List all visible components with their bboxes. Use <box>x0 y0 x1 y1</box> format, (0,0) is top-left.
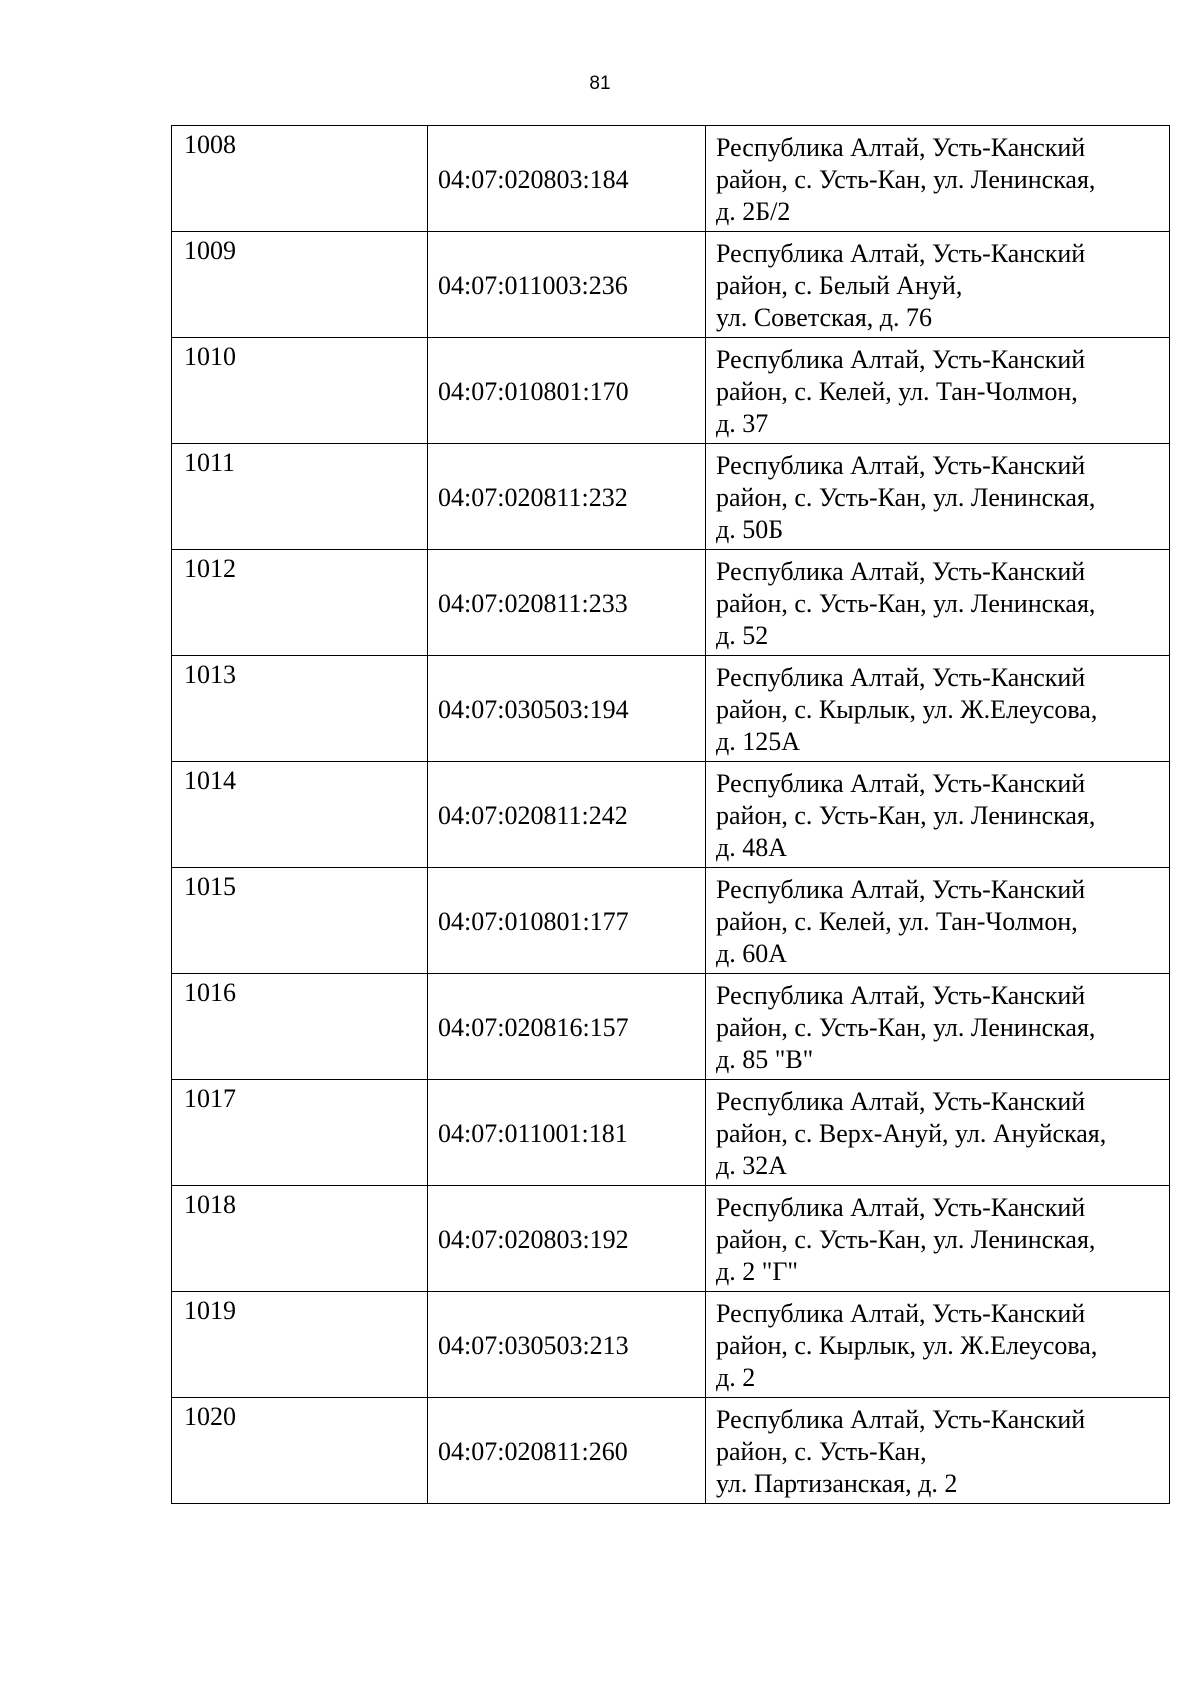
address-line: район, с. Усть-Кан, <box>716 1436 927 1466</box>
registry-table-body <box>172 126 1170 1504</box>
address-cell <box>706 550 1170 656</box>
address-line: район, с. Усть-Кан, ул. Ленинская, <box>716 1012 1096 1042</box>
cadastral-number-cell: 04:07:020811:233 <box>428 550 706 656</box>
address-line: район, с. Усть-Кан, ул. Ленинская, <box>716 482 1096 512</box>
address-cell <box>706 444 1170 550</box>
address-line: Республика Алтай, Усть-Канский <box>716 1086 1086 1116</box>
address-cell <box>706 126 1170 232</box>
table-row <box>172 656 1170 762</box>
cadastral-number-cell: 04:07:020816:157 <box>428 974 706 1080</box>
table-row <box>172 974 1170 1080</box>
cadastral-number-cell: 04:07:020803:192 <box>428 1186 706 1292</box>
row-number-cell: 1017 <box>172 1080 428 1186</box>
row-number-cell: 1008 <box>172 126 428 232</box>
row-number-cell: 1012 <box>172 550 428 656</box>
address-line: район, с. Усть-Кан, ул. Ленинская, <box>716 164 1096 194</box>
address-line: ул. Советская, д. 76 <box>716 302 933 332</box>
cadastral-number-cell: 04:07:030503:213 <box>428 1292 706 1398</box>
row-number-cell: 1016 <box>172 974 428 1080</box>
table-row <box>172 762 1170 868</box>
cadastral-number-cell: 04:07:020803:184 <box>428 126 706 232</box>
row-number-cell: 1020 <box>172 1398 428 1504</box>
address-cell <box>706 1292 1170 1398</box>
address-line: район, с. Кырлык, ул. Ж.Елеусова, <box>716 1330 1098 1360</box>
cadastral-number-cell: 04:07:030503:194 <box>428 656 706 762</box>
row-number-cell: 1014 <box>172 762 428 868</box>
row-number-cell: 1011 <box>172 444 428 550</box>
address-line: д. 37 <box>716 408 769 438</box>
address-line: д. 2Б/2 <box>716 196 791 226</box>
table-row <box>172 868 1170 974</box>
table-row <box>172 550 1170 656</box>
table-row <box>172 444 1170 550</box>
registry-table <box>171 125 1170 1504</box>
address-line: Республика Алтай, Усть-Канский <box>716 874 1086 904</box>
table-row <box>172 1398 1170 1504</box>
address-line: Республика Алтай, Усть-Канский <box>716 132 1086 162</box>
cadastral-number-cell: 04:07:020811:242 <box>428 762 706 868</box>
address-line: д. 48А <box>716 832 788 862</box>
address-line: район, с. Усть-Кан, ул. Ленинская, <box>716 1224 1096 1254</box>
address-line: район, с. Усть-Кан, ул. Ленинская, <box>716 588 1096 618</box>
address-line: д. 60А <box>716 938 788 968</box>
address-cell <box>706 1398 1170 1504</box>
address-line: д. 52 <box>716 620 769 650</box>
address-cell <box>706 974 1170 1080</box>
address-line: Республика Алтай, Усть-Канский <box>716 1192 1086 1222</box>
table-row <box>172 1080 1170 1186</box>
row-number-cell: 1019 <box>172 1292 428 1398</box>
address-cell <box>706 338 1170 444</box>
row-number-cell: 1013 <box>172 656 428 762</box>
cadastral-number-cell: 04:07:011003:236 <box>428 232 706 338</box>
table-row <box>172 232 1170 338</box>
address-line: ул. Партизанская, д. 2 <box>716 1468 958 1498</box>
address-line: Республика Алтай, Усть-Канский <box>716 238 1086 268</box>
address-cell <box>706 868 1170 974</box>
address-line: д. 85 "В" <box>716 1044 814 1074</box>
table-row <box>172 1186 1170 1292</box>
address-line: д. 2 "Г" <box>716 1256 798 1286</box>
address-cell <box>706 232 1170 338</box>
table-row <box>172 126 1170 232</box>
address-line: д. 32А <box>716 1150 788 1180</box>
cadastral-number-cell: 04:07:010801:177 <box>428 868 706 974</box>
address-cell <box>706 1080 1170 1186</box>
cadastral-number-cell: 04:07:020811:232 <box>428 444 706 550</box>
address-line: Республика Алтай, Усть-Канский <box>716 980 1086 1010</box>
row-number-cell: 1018 <box>172 1186 428 1292</box>
table-row <box>172 1292 1170 1398</box>
address-line: район, с. Келей, ул. Тан-Чолмон, <box>716 906 1078 936</box>
address-line: д. 50Б <box>716 514 784 544</box>
row-number-cell: 1010 <box>172 338 428 444</box>
address-cell <box>706 762 1170 868</box>
row-number-cell: 1009 <box>172 232 428 338</box>
address-line: Республика Алтай, Усть-Канский <box>716 344 1086 374</box>
address-line: Республика Алтай, Усть-Канский <box>716 1298 1086 1328</box>
table-row <box>172 338 1170 444</box>
cadastral-number-cell: 04:07:011001:181 <box>428 1080 706 1186</box>
row-number-cell: 1015 <box>172 868 428 974</box>
address-line: район, с. Келей, ул. Тан-Чолмон, <box>716 376 1078 406</box>
address-line: Республика Алтай, Усть-Канский <box>716 1404 1086 1434</box>
address-line: Республика Алтай, Усть-Канский <box>716 768 1086 798</box>
address-line: д. 125А <box>716 726 801 756</box>
address-line: район, с. Верх-Ануй, ул. Ануйская, <box>716 1118 1107 1148</box>
address-line: Республика Алтай, Усть-Канский <box>716 450 1086 480</box>
address-line: район, с. Усть-Кан, ул. Ленинская, <box>716 800 1096 830</box>
address-line: д. 2 <box>716 1362 756 1392</box>
address-line: район, с. Кырлык, ул. Ж.Елеусова, <box>716 694 1098 724</box>
address-line: район, с. Белый Ануй, <box>716 270 963 300</box>
address-cell <box>706 656 1170 762</box>
cadastral-number-cell: 04:07:010801:170 <box>428 338 706 444</box>
page-number: 81 <box>589 73 611 94</box>
address-cell <box>706 1186 1170 1292</box>
address-line: Республика Алтай, Усть-Канский <box>716 662 1086 692</box>
cadastral-number-cell: 04:07:020811:260 <box>428 1398 706 1504</box>
address-line: Республика Алтай, Усть-Канский <box>716 556 1086 586</box>
